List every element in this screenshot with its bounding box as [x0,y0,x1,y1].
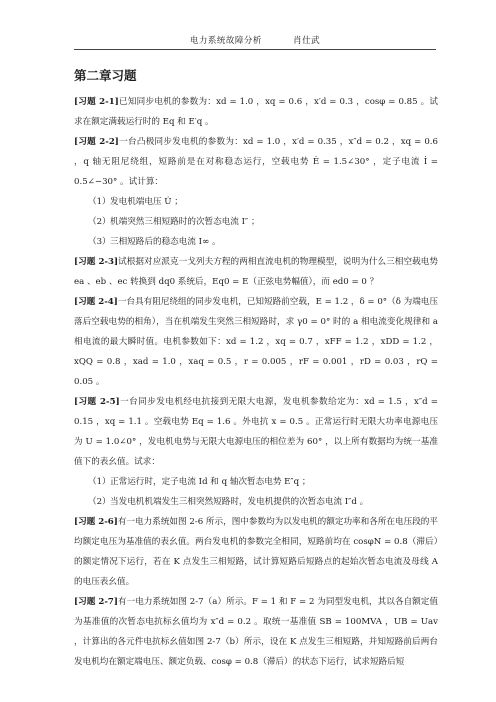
sub-item [74,472,438,492]
problem-tag: [习题 2-6] [74,517,118,527]
problem-2-6 [74,512,438,592]
problem-tag: [习题 2-3] [74,257,119,267]
sub-item [74,492,438,512]
problem-text: 一台具有阻尼绕组的同步发电机，已知短路前空载，E = 1.2 ，δ = 0°（δ 为端电压落后空载电势的相角），当在机端发生突然三相短路时，求 γ0 = 0° 时的 a 相电流变化规律和 a 相电流的最大瞬时值。电机参数如下：xd = 1.2 ，xq = 0.7 ，xFF = 1.2 ，xDD = 1.2 ，xQQ = 0.8 ，xad = 1.0 ，xaq = 0.5 ，r = 0.005 ，rF = 0.001 ，rD = 0.03 ，rQ = 0.05 。 [74,297,438,387]
sub-item [74,232,438,252]
sub-item-number: （2） [88,497,111,507]
problem-tag: [习题 2-5] [74,397,120,407]
sub-item-number: （1） [88,197,111,207]
problem-2-5 [74,392,438,472]
sub-item-number: （2） [88,217,111,227]
problem-2-3 [74,252,438,292]
problem-2-2 [74,132,438,192]
problem-text: 一台凸极同步发电机的参数为：xd = 1.0 ，x′d = 0.35 ，x″d = 0.2 ，xq = 0.6 ，q 轴无阻尼绕组，短路前是在对称稳态运行，空载电势 Ė = 1.5∠30° ，定子电流 İ = 0.5∠−30° 。试计算： [74,137,438,187]
problem-text: 已知同步电机的参数为：xd = 1.0 ，xq = 0.6 ，x′d = 0.3 ，cosφ = 0.85 。试求在额定满载运行时的 Eq 和 E′q 。 [74,97,438,127]
header-course: 电力系统故障分析 [189,36,262,46]
sub-item-text: 正常运行时，定子电流 Id 和 q 轴次暂态电势 E″q ； [110,477,311,487]
problem-text: 一台同步发电机经电抗接到无限大电源，发电机参数给定为：xd = 1.5 ，x″d = 0.15 ，xq = 1.1 。空载电势 Eq = 1.6 。外电抗 x = 0.5 。正常运行时无限大功率电源电压为 U = 1.0∠0° ，发电机电势与无限大电源电压的相位差为 60° ，以上所有数据均为统一基准值下的表幺值。试求： [74,397,438,467]
sub-item-text: 机端突然三相短路时的次暂态电流 I″ ； [110,217,260,227]
problem-tag: [习题 2-4] [74,297,118,307]
problem-tag: [习题 2-1] [74,97,119,107]
sub-item-text: 发电机端电压 U̇ ； [110,197,183,207]
problem-tag: [习题 2-2] [74,137,119,147]
problem-2-4 [74,292,438,392]
problem-2-7 [74,592,438,672]
sub-item-number: （1） [88,477,111,487]
sub-item-number: （3） [88,237,111,247]
problem-text: 有一电力系统如图 2-6 所示，图中参数均为以发电机的额定功率和各所在电压段的平均额定电压为基准值的表幺值。两台发电机的参数完全相同，短路前均在 cosφN = 0.8（滞后）的额定情况下运行，若在 K 点发生三相短路，试计算短路后短路点的起始次暂态电流及母线 A 的电压表幺值。 [74,517,438,587]
problem-tag: [习题 2-7] [74,597,118,607]
header-author: 肖仕武 [293,36,321,46]
problem-text: 有一电力系统如图 2-7（a）所示。F = 1 和 F = 2 为同型发电机，其以各自额定值为基准值的次暂态电抗标幺值均为 x″d = 0.2 。取统一基准值 SB = 100MVA ，UB = Uav ，计算出的各元件电抗标幺值如图 2-7（b）所示，设在 K 点发生三相短路，并知短路前后两台发电机均在额定端电压、额定负载、cosφ = 0.8（滞后）的状态下运行，试求短路后短 [74,597,438,667]
problem-2-1 [74,92,438,132]
sub-item-text: 当发电机机端发生三相突然短路时，发电机提供的次暂态电流 I″d 。 [110,497,369,507]
sub-item-text: 三相短路后的稳态电流 I∞ 。 [110,237,221,247]
running-header [74,34,436,50]
problem-list [74,92,438,672]
sub-item [74,212,438,232]
problem-text: 试根据对应派克一戈列夫方程的两相直流电机的物理模型，说明为什么三相空载电势 ea 、eb 、ec 转换到 dq0 系统后，Eq0 = E（正弦电势幅值），而 ed0 = 0 ？ [74,257,438,287]
chapter-title: 第二章习题 [74,68,137,83]
sub-item [74,192,438,212]
